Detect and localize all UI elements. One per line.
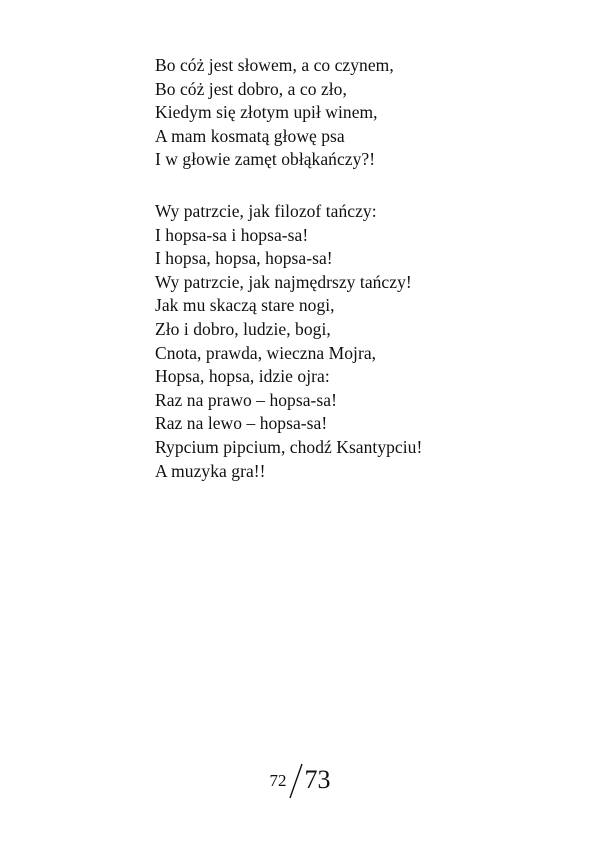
page-separator-slash (288, 762, 304, 800)
poem-line: Wy patrzcie, jak filozof tańczy: (155, 201, 377, 221)
poem-line: Bo cóż jest słowem, a co czynem, (155, 55, 394, 75)
total-pages-number: 73 (304, 765, 331, 794)
poem-line: Wy patrzcie, jak najmędrszy tańczy! (155, 271, 412, 292)
poem-line: Bo cóż jest dobro, a co zło, (155, 78, 347, 99)
poem-line: Raz na prawo – hopsa-sa! (155, 389, 337, 410)
page-indicator (0, 762, 600, 802)
poem-line: Cnota, prawda, wieczna Mojra, (155, 342, 377, 363)
poem-line: A muzyka gra!! (155, 460, 266, 481)
poem-line: I w głowie zamęt obłąkańczy?! (155, 149, 376, 170)
current-page-number: 72 (269, 771, 287, 790)
poem-line: Kiedym się złotym upił winem, (155, 102, 378, 123)
poem-line: Hopsa, hopsa, idzie ojra: (155, 366, 330, 387)
poem-line: Raz na lewo – hopsa-sa! (155, 413, 328, 434)
poem-stanza-2 (155, 200, 422, 483)
poem-line: Zło i dobro, ludzie, bogi, (155, 318, 331, 339)
poem-line: Rypcium pipcium, chodź Ksantypciu! (155, 436, 423, 457)
poem-line: I hopsa-sa i hopsa-sa! (155, 224, 309, 245)
poem-line: Jak mu skaczą stare nogi, (155, 295, 335, 316)
poem-stanza-1 (155, 54, 394, 172)
poem-line: I hopsa, hopsa, hopsa-sa! (155, 248, 333, 269)
poem-line: A mam kosmatą głowę psa (155, 125, 345, 146)
